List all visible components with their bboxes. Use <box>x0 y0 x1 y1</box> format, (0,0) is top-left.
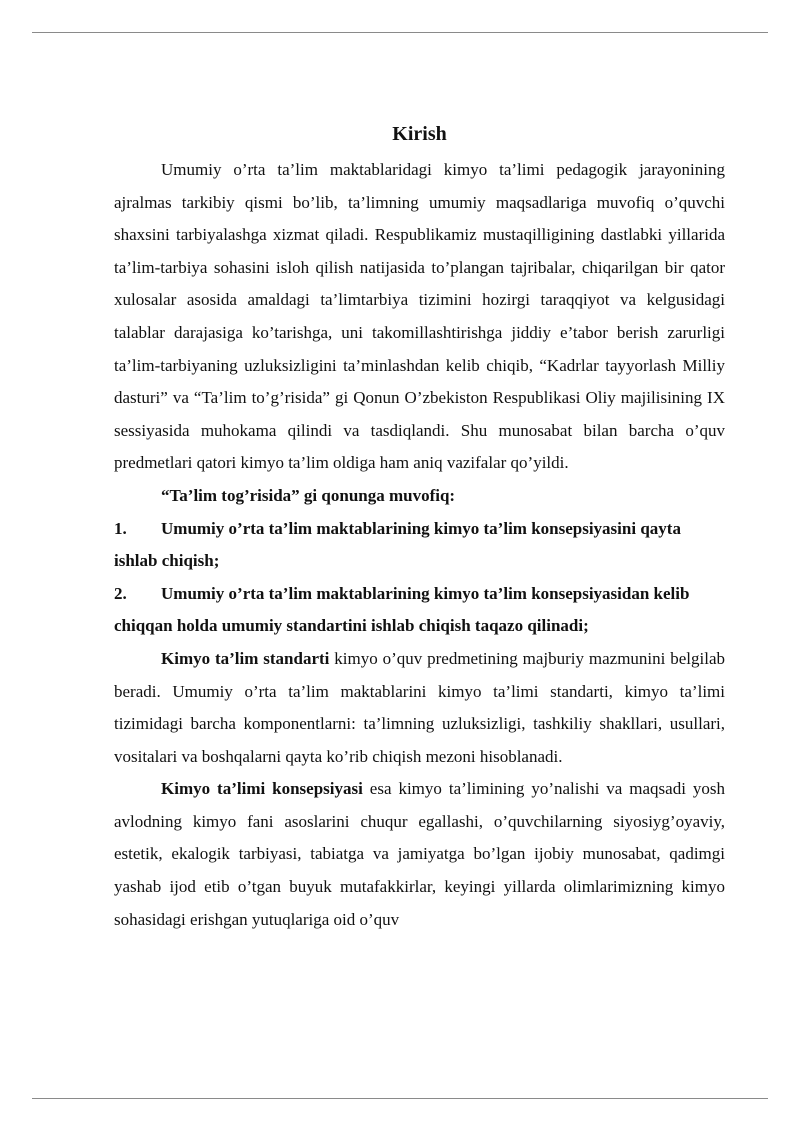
document-body <box>114 120 725 936</box>
list-number: 1. <box>114 518 127 538</box>
standard-text: kimyo o’quv predmetining majburiy mazmunini belgilab beradi. Umumiy o’rta ta’lim maktablarini kimyo ta’limi standarti, kimyo ta’limi tizimidagi barcha komponentlarni: ta’limning uzluksizligi, tashkiliy shakllari, usullari, vositalari va boshqalarni qayta ko’rib chiqish mezoni hisoblanadi. <box>114 648 726 766</box>
list-text: Umumiy o’rta ta’lim maktablarining kimyo ta’lim konsepsiyasini qayta ishlab chiqish; <box>114 518 681 571</box>
concept-term: Kimyo ta’limi konsepsiyasi <box>161 779 363 799</box>
page-bottom-rule <box>32 1098 768 1099</box>
law-heading: “Ta’lim tog’risida” gi qonunga muvofiq: <box>161 485 456 505</box>
list-item <box>114 513 725 578</box>
list-item <box>114 578 725 643</box>
list-number: 2. <box>114 583 127 603</box>
list-text: Umumiy o’rta ta’lim maktablarining kimyo ta’lim konsepsiyasidan kelib chiqqan holda umumiy standartini ishlab chiqish taqazo qilinadi; <box>114 583 690 636</box>
page-top-rule <box>32 32 768 33</box>
intro-paragraph: Umumiy o’rta ta’lim maktablaridagi kimyo ta’limi pedagogik jarayonining ajralmas tarkibiy qismi bo’lib, ta’limning umumiy maqsadlariga muvofiq o’quvchi shaxsini tarbiyalashga xizmat qiladi. Respublikamiz mustaqilligining dastlabki yillarida ta’lim-tarbiya sohasini isloh qilish natijasida to’plangan tajribalar, chiqarilgan bir qator xulosalar asosida amaldagi ta’limtarbiya tizimini hozirgi taraqqiyot va kelgusidagi talablar darajasiga ko’tarishga, uni takomillashtirishga jiddiy e’tabor berish zarurligi ta’lim-tarbiyaning uzluksizligini ta’minlashdan kelib chiqib, “Kadrlar tayyorlash Milliy dasturi” va “Ta’lim to’g’risida” gi Qonun O’zbekiston Respublikasi Oliy majilisining IX sessiyasida muhokama qilindi va tasdiqlandi. Shu munosabat bilan barcha o’quv predmetlari qatori kimyo ta’lim oldiga ham aniq vazifalar qo’yildi. <box>114 160 725 473</box>
standard-term: Kimyo ta’lim standarti <box>161 648 330 668</box>
concept-paragraph <box>114 773 725 936</box>
concept-text: esa kimyo ta’limining yo’nalishi va maqsadi yosh avlodning kimyo fani asoslarini chuqur egallashi, o’quvchilarning siyosiyg’oyaviy, estetik, ekalogik tarbiyasi, tabiatga va jamiyatga bo’lgan ijobiy munosabat, qadimgi yashab ijod etib o’tgan buyuk mutafakkirlar, keyingi yillarda olimlarimizning kimyo sohasidagi erishgan yutuqlariga oid o’quv <box>114 779 725 929</box>
page-title: Kirish <box>392 123 447 145</box>
standard-paragraph <box>114 643 725 773</box>
